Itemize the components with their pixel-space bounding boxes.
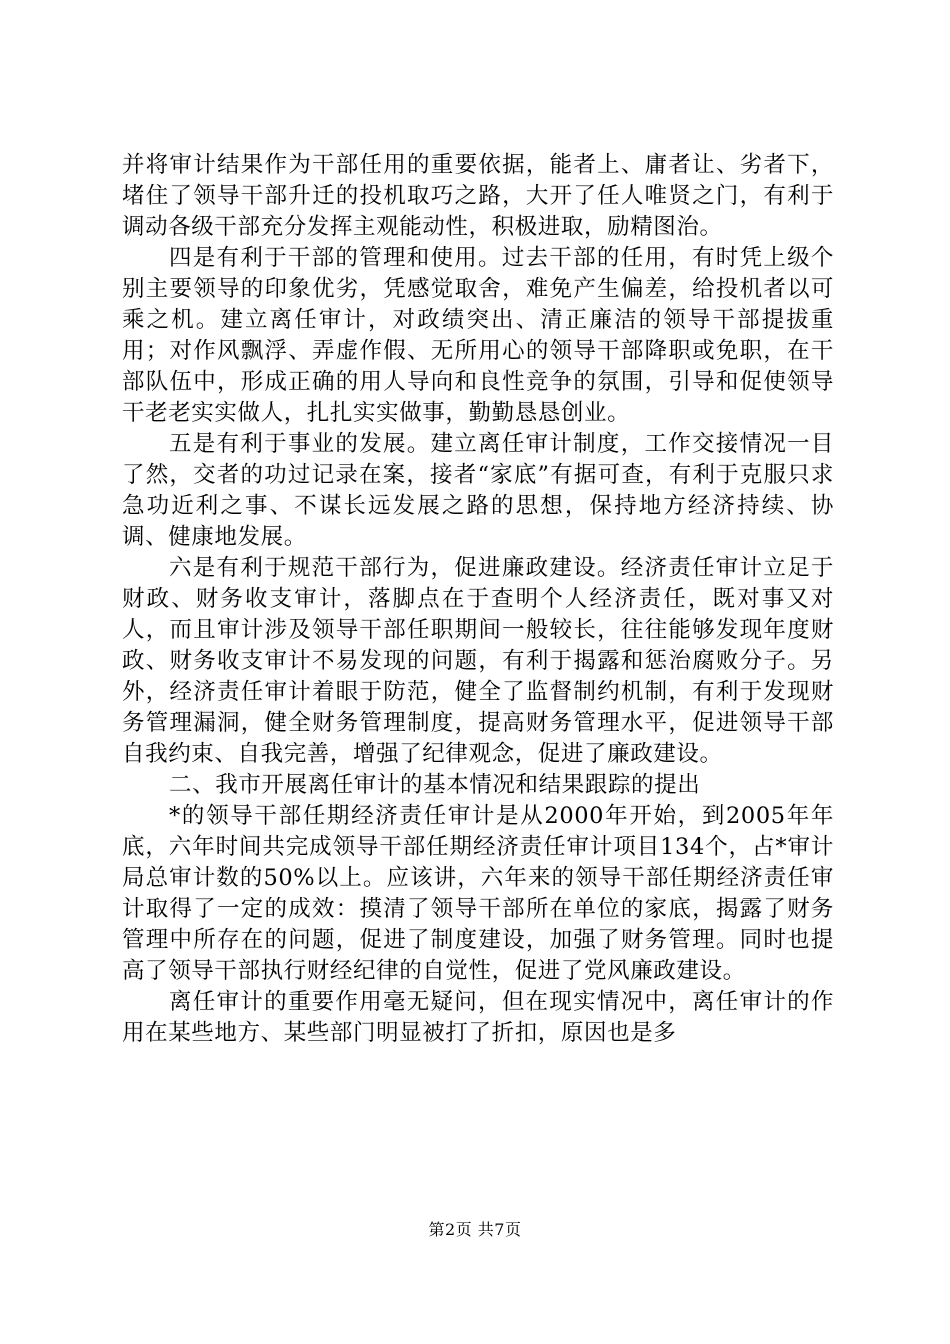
paragraph-point-six: 六是有利于规范干部行为，促进廉政建设。经济责任审计立足于财政、财务收支审计，落脚点在于查明个人经济责任，既对事又对人，而且审计涉及领导干部任职期间一般较长，往往能够发现年度财政、财务收支审计不易发现的问题，有利于揭露和惩治腐败分子。另外，经济责任审计着眼于防范，健全了监督制约机制，有利于发现财务管理漏洞，健全财务管理制度，提高财务管理水平，促进领导干部自我约束、自我完善，增强了纪律观念，促进了廉政建设。 [122,555,834,767]
paragraph-continued: 并将审计结果作为干部任用的重要依据，能者上、庸者让、劣者下，堵住了领导干部升迁的投机取巧之路，大开了任人唯贤之门，有利于调动各级干部充分发挥主观能动性，积极进取，励精图治。 [122,152,834,240]
document-body [122,150,834,1049]
section-heading: 二、我市开展离任审计的基本情况和结果跟踪的提出 [169,772,701,798]
paragraph-point-four: 四是有利于干部的管理和使用。过去干部的任用，有时凭上级个别主要领导的印象优劣，凭感觉取舍，难免产生偏差，给投机者以可乘之机。建立离任审计，对政绩突出、清正廉洁的领导干部提拔重用；对作风飘浮、弄虚作假、无所用心的领导干部降职或免职，在干部队伍中，形成正确的用人导向和良性竞争的氛围，引导和促使领导干老老实实做人，扎扎实实做事，勤勤恳恳创业。 [122,245,834,426]
paragraph-audit-issues: 离任审计的重要作用毫无疑问，但在现实情况中，离任审计的作用在某些地方、某些部门明显被打了折扣，原因也是多 [122,989,834,1046]
paragraph-point-five: 五是有利于事业的发展。建立离任审计制度，工作交接情况一目了然，交者的功过记录在案，接者“家底”有据可查，有利于克服只求急功近利之事、不谋长远发展之路的思想，保持地方经济持续、协调、健康地发展。 [122,431,834,550]
page-footer: 第2页 共7页 [428,1220,522,1239]
paragraph-audit-overview: *的领导干部任期经济责任审计是从2000年开始，到2005年年底，六年时间共完成领导干部任期经济责任审计项目134个，占*审计局总审计数的50%以上。应该讲，六年来的领导干部任期经济责任审计取得了一定的成效：摸清了领导干部所在单位的家底，揭露了财务管理中所存在的问题，促进了制度建设，加强了财务管理。同时也提高了领导干部执行财经纪律的自觉性，促进了党风廉政建设。 [122,803,834,984]
